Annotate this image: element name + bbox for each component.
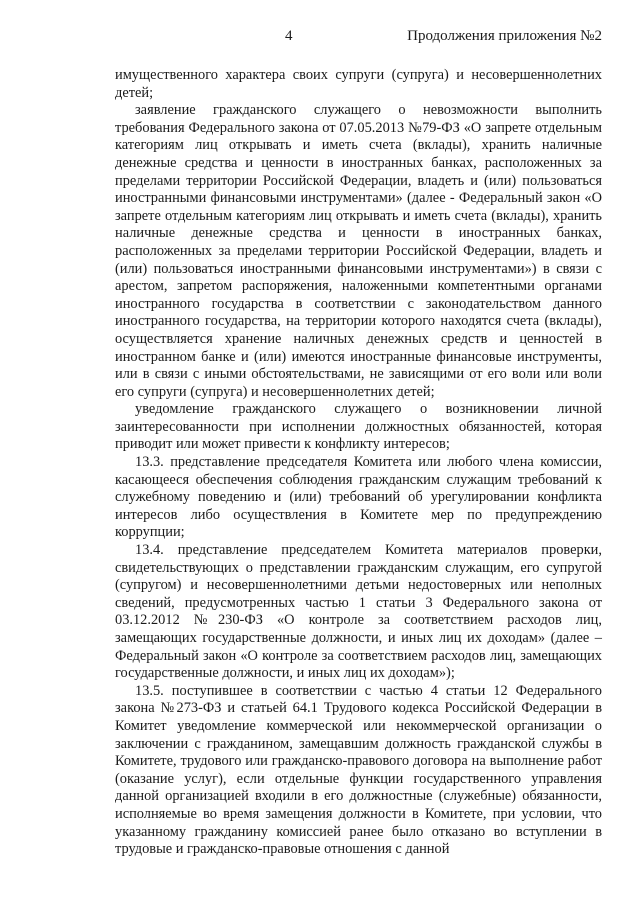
paragraph-property-obligations: имущественного характера своих супруги (супруга) и несовершеннолетних детей; [115, 67, 602, 101]
paragraph-notice-conflict-of-interest: уведомление гражданского служащего о возникновении личной заинтересованности при исполнении должностных обязанностей, которая приводит или может привести к конфликту интересов; [115, 401, 602, 453]
paragraph-13-4: 13.4. представление председателем Комитета материалов проверки, свидетельствующих о представлении гражданским служащим, его супругой (супругом) и несовершеннолетними детьми недостоверных или неполных сведений, предусмотренных частью 1 статьи 3 Федерального закона от 03.12.2012 №230-ФЗ «О контроле за соответствием расходов лиц, замещающих государственные должности, и иных лиц их доходам» (далее – Федеральный закон «О контроле за соответствием расходов лиц, замещающих государственные должности, и иных лиц их доходам»); [115, 542, 602, 682]
paragraph-13-3: 13.3. представление председателя Комитета или любого члена комиссии, касающееся обеспечения соблюдения гражданским служащим требований к служебному поведению и (или) требований об урегулировании конфликта интересов либо осуществления в Комитете мер по предупреждению коррупции; [115, 454, 602, 541]
page-number: 4 [285, 28, 293, 44]
paragraph-statement-impossibility: заявление гражданского служащего о невозможности выполнить требования Федерального закона от 07.05.2013 №79-ФЗ «О запрете отдельным категориям лиц открывать и иметь счета (вклады), хранить наличные денежные средства и ценности в иностранных банках, расположенных за пределами территории Российской Федерации, владеть и (или) пользоваться иностранными финансовыми инструментами» (далее - Федеральный закон «О запрете отдельным категориям лиц открывать и иметь счета (вклады), хранить наличные денежные средства и ценности в иностранных банках, расположенных за пределами территории Российской Федерации, владеть и (или) пользоваться иностранными финансовыми инструментами») в связи с арестом, запретом распоряжения, наложенными компетентными органами иностранного государства в соответствии с законодательством данного иностранного государства, на территории которого находятся счета (вклады), осуществляется хранение наличных денежных средств и ценностей в иностранном банке и (или) имеются иностранные финансовые инструменты, или в связи с иными обстоятельствами, не зависящими от его воли или воли его супруги (супруга) и несовершеннолетних детей; [115, 102, 602, 400]
document-body [115, 67, 602, 859]
paragraph-13-5: 13.5. поступившее в соответствии с частью 4 статьи 12 Федерального закона №273-ФЗ и статьей 64.1 Трудового кодекса Российской Федерации в Комитет уведомление коммерческой или некоммерческой организации о заключении с гражданином, замещавшим должность гражданской службы в Комитете, трудового или гражданско-правового договора на выполнение работ (оказание услуг), если отдельные функции государственного управления данной организацией входили в его должностные (служебные) обязанности, исполняемые во время замещения должности в Комитете, при условии, что указанному гражданину комиссией ранее было отказано во вступлении в трудовые и гражданско-правовые отношения с данной [115, 682, 602, 858]
page-header [115, 28, 602, 50]
appendix-continuation-note: Продолжения приложения №2 [407, 28, 602, 44]
